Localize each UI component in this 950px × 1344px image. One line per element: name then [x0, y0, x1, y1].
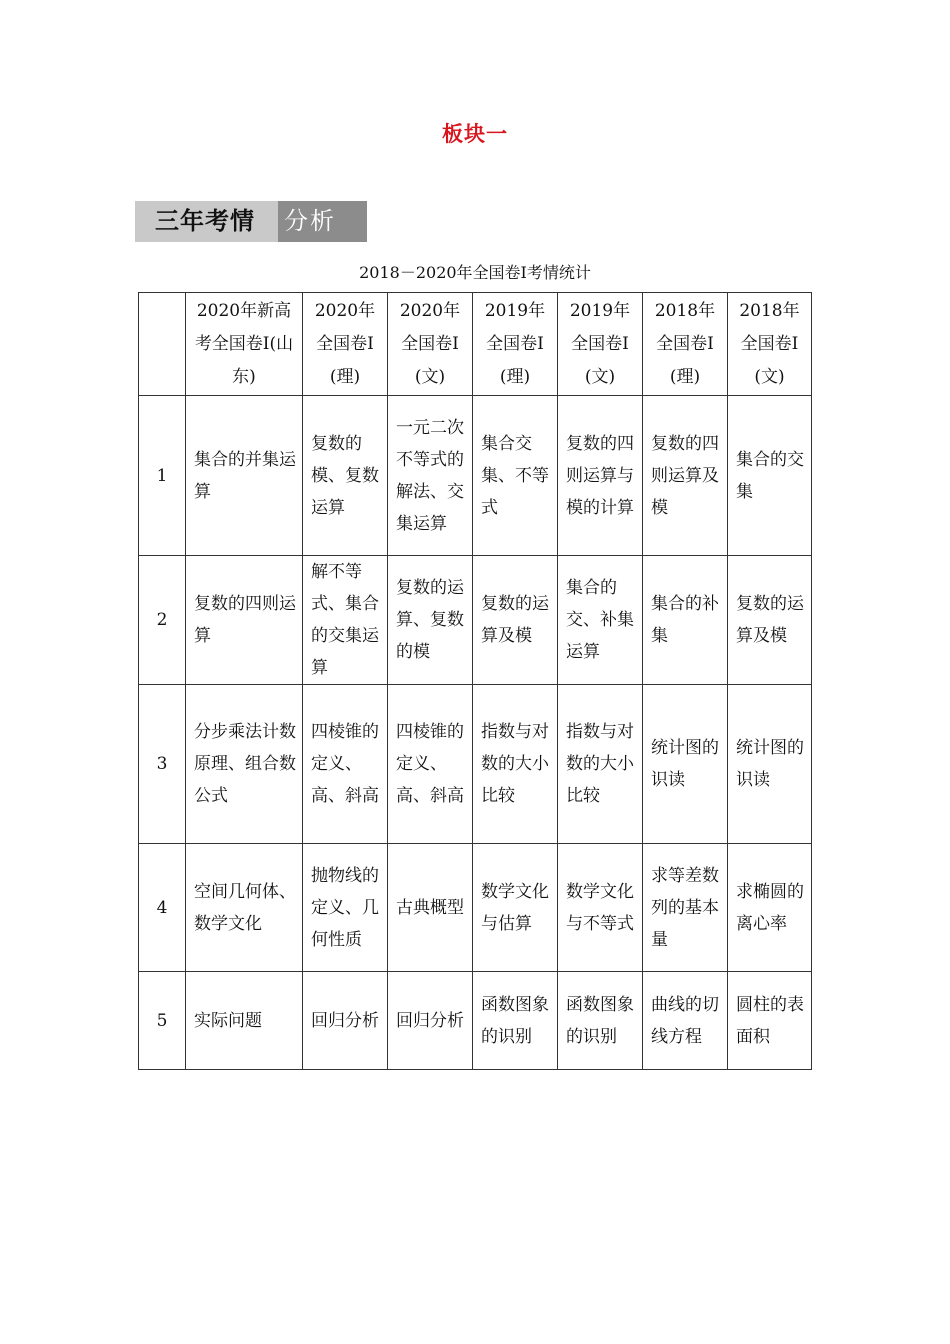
- table-cell: 复数的四则运算与模的计算: [558, 396, 643, 556]
- table-cell: 回归分析: [388, 972, 473, 1070]
- table-cell: 函数图象的识别: [558, 972, 643, 1070]
- table-cell: 四棱锥的定义、高、斜高: [388, 685, 473, 844]
- table-header-row: [139, 293, 812, 396]
- table-cell: 数学文化与估算: [473, 844, 558, 972]
- table-row: [139, 972, 812, 1070]
- table-cell: 函数图象的识别: [473, 972, 558, 1070]
- table-cell: 集合的并集运算: [186, 396, 303, 556]
- table-cell: 统计图的识读: [728, 685, 812, 844]
- table-cell: 空间几何体、数学文化: [186, 844, 303, 972]
- table-cell: 复数的模、复数运算: [303, 396, 388, 556]
- table-cell: 解不等式、集合的交集运算: [303, 556, 388, 685]
- table-cell: 实际问题: [186, 972, 303, 1070]
- row-number: 4: [139, 844, 186, 972]
- table-cell: 分步乘法计数原理、组合数公式: [186, 685, 303, 844]
- exam-stats-table: [138, 292, 812, 1070]
- table-cell: 指数与对数的大小比较: [473, 685, 558, 844]
- table-cell: 复数的四则运算: [186, 556, 303, 685]
- table-cell: 指数与对数的大小比较: [558, 685, 643, 844]
- page-title: 板块一: [442, 121, 508, 146]
- header-cell: 2019年全国卷Ⅰ(文): [558, 293, 643, 396]
- table-cell: 复数的运算、复数的模: [388, 556, 473, 685]
- header-cell: 2020年全国卷Ⅰ(文): [388, 293, 473, 396]
- row-number: 5: [139, 972, 186, 1070]
- table-cell: 曲线的切线方程: [643, 972, 728, 1070]
- table-cell: 求等差数列的基本量: [643, 844, 728, 972]
- row-number: 1: [139, 396, 186, 556]
- table-cell: 圆柱的表面积: [728, 972, 812, 1070]
- header-cell: 2019年全国卷Ⅰ(理): [473, 293, 558, 396]
- table-cell: 古典概型: [388, 844, 473, 972]
- table-cell: 集合的交集: [728, 396, 812, 556]
- header-cell: 2018年全国卷Ⅰ(理): [643, 293, 728, 396]
- table-cell: 回归分析: [303, 972, 388, 1070]
- table-cell: 统计图的识读: [643, 685, 728, 844]
- section-banner: [135, 201, 367, 242]
- table-row: [139, 844, 812, 972]
- header-cell: [139, 293, 186, 396]
- header-cell: 2020年新高考全国卷Ⅰ(山东): [186, 293, 303, 396]
- table-cell: 集合的交、补集运算: [558, 556, 643, 685]
- table-cell: 复数的四则运算及模: [643, 396, 728, 556]
- table-cell: 四棱锥的定义、高、斜高: [303, 685, 388, 844]
- table-row: [139, 396, 812, 556]
- table-cell: 集合的补集: [643, 556, 728, 685]
- table-cell: 集合交集、不等式: [473, 396, 558, 556]
- table-cell: 复数的运算及模: [728, 556, 812, 685]
- row-number: 2: [139, 556, 186, 685]
- table-row: [139, 556, 812, 685]
- table-caption: 2018－2020年全国卷Ⅰ考情统计: [359, 263, 591, 282]
- table-cell: 数学文化与不等式: [558, 844, 643, 972]
- table-cell: 求椭圆的离心率: [728, 844, 812, 972]
- table-cell: 抛物线的定义、几何性质: [303, 844, 388, 972]
- table-cell: 复数的运算及模: [473, 556, 558, 685]
- row-number: 3: [139, 685, 186, 844]
- banner-label-sub: 分析: [278, 201, 367, 242]
- banner-label-main: 三年考情: [135, 201, 278, 242]
- table-row: [139, 685, 812, 844]
- table-cell: 一元二次不等式的解法、交集运算: [388, 396, 473, 556]
- header-cell: 2018年全国卷Ⅰ(文): [728, 293, 812, 396]
- header-cell: 2020年全国卷Ⅰ(理): [303, 293, 388, 396]
